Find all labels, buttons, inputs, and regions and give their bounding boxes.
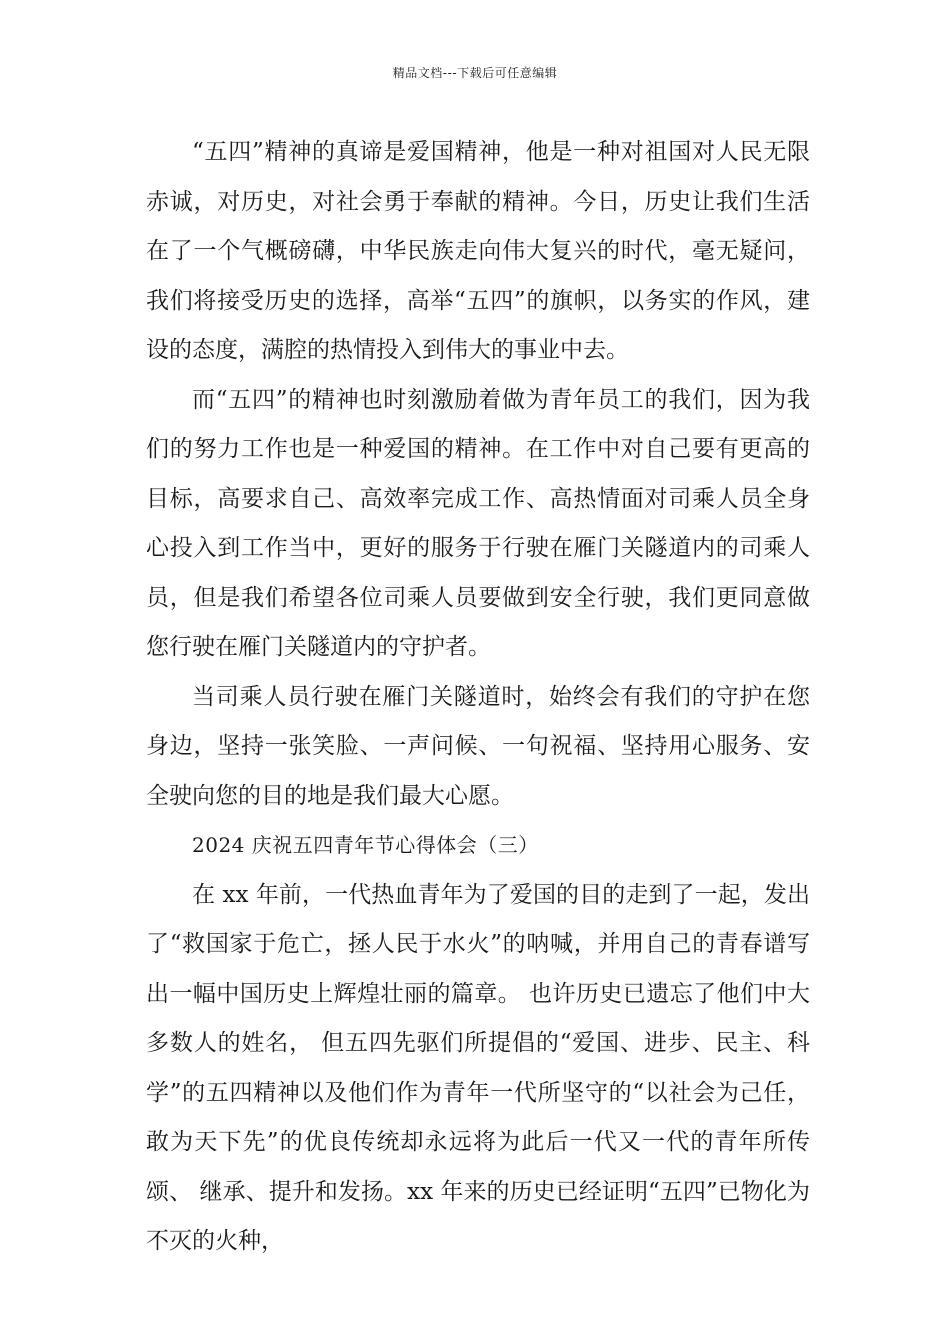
section-title: 2024 庆祝五四青年节心得体会（三） <box>192 833 539 857</box>
paragraph-2: 而“五四”的精神也时刻激励着做为青年员工的我们，因为我们的努力工作也是一种爱国的精神。在工作中对自己要有更高的目标，高要求自己、高效率完成工作、高热情面对司乘人员全身心投入到工作当中，更好的服务于行驶在雁门关隧道内的司乘人员，但是我们希望各位司乘人员要做到安全行驶，我们更同意做您行驶在雁门关隧道内的守护者。 <box>146 386 810 660</box>
page-header: 精品文档---下载后可任意编辑 <box>392 66 558 80</box>
section-paragraph: 在 xx 年前，一代热血青年为了爱国的目的走到了一起，发出了“救国家于危亡，拯人民于水火”的呐喊，并用自己的青春谱写出一幅中国历史上辉煌壮丽的篇章。 也许历史已遗忘了他们中大多数人的姓名， 但五四先驱们所提倡的“爱国、进步、民主、科学”的五四精神以及他们作为青年一代所坚守的“以社会为己任， 敢为天下先”的优良传统却永远将为此后一代又一代的青年所传颂、 继承、提升和发扬。xx 年来的历史已经证明“五四”已物化为不灭的火种， <box>146 881 810 1254</box>
document-body <box>146 128 810 1267</box>
paragraph-3: 当司乘人员行驶在雁门关隧道时，始终会有我们的守护在您身边，坚持一张笑脸、一声问候、一句祝福、坚持用心服务、安全驶向您的目的地是我们最大心愿。 <box>146 683 810 809</box>
paragraph-1: “五四”精神的真谛是爱国精神，他是一种对祖国对人民无限赤诚，对历史，对社会勇于奉献的精神。今日，历史让我们生活在了一个气概磅礴，中华民族走向伟大复兴的时代，毫无疑问，我们将接受历史的选择，高举“五四”的旗帜，以务实的作风，建设的态度，满腔的热情投入到伟大的事业中去。 <box>146 139 810 363</box>
